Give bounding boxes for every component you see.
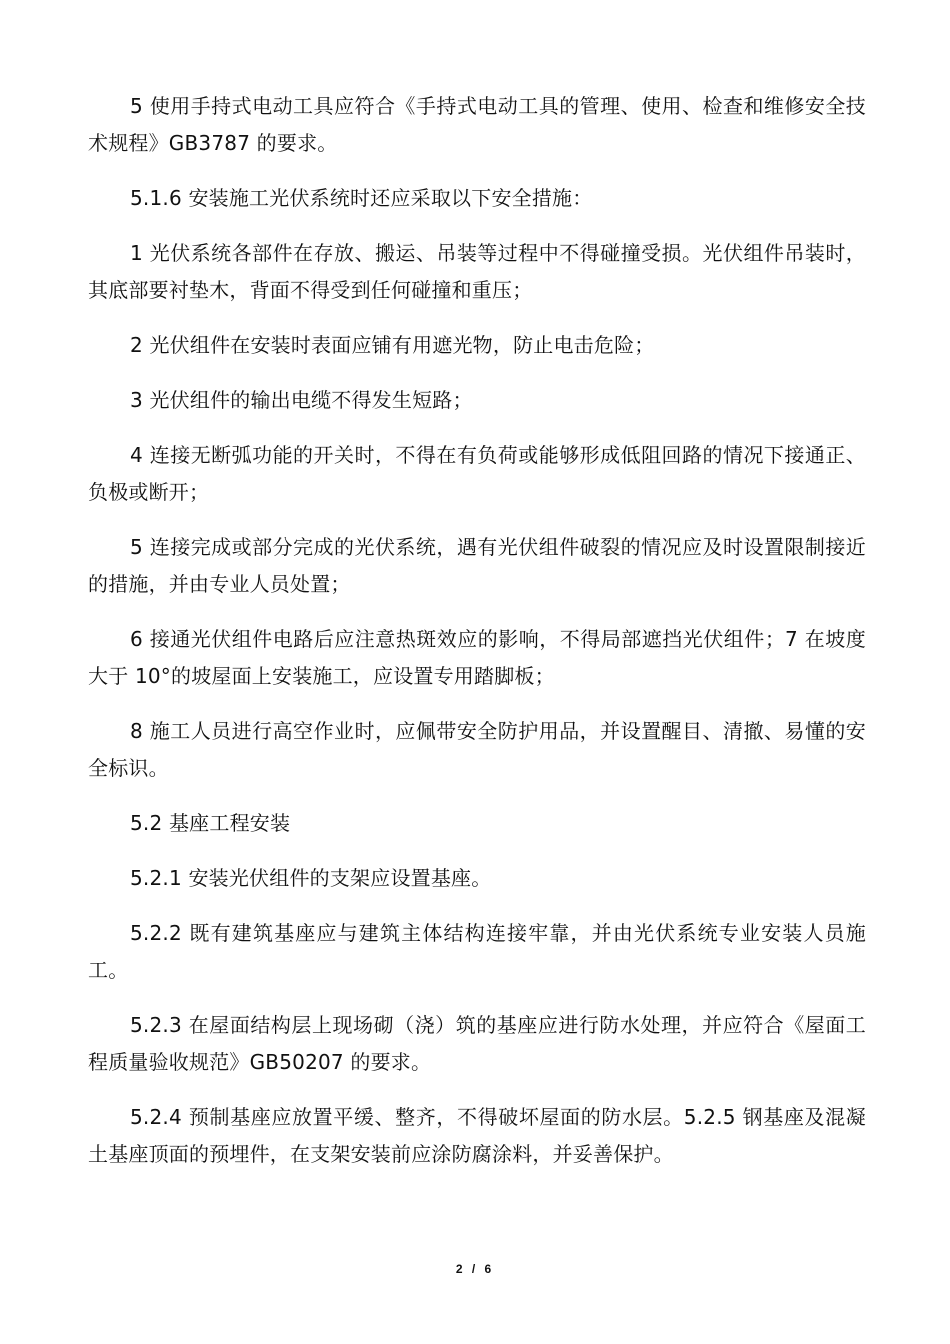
page-number: 2 / 6 xyxy=(455,1262,495,1276)
paragraph-5-2-2: 5.2.2 既有建筑基座应与建筑主体结构连接牢靠，并由光伏系统专业安装人员施工。 xyxy=(88,921,866,982)
paragraph-measure-3: 3 光伏组件的输出电缆不得发生短路； xyxy=(130,388,473,412)
paragraph-tool-requirement: 5 使用手持式电动工具应符合《手持式电动工具的管理、使用、检查和维修安全技术规程》GB3787 的要求。 xyxy=(88,94,866,155)
paragraph-measure-1: 1 光伏系统各部件在存放、搬运、吊装等过程中不得碰撞受损。光伏组件吊装时，其底部要衬垫木，背面不得受到任何碰撞和重压； xyxy=(88,241,866,302)
paragraph-5-2-4-5: 5.2.4 预制基座应放置平缓、整齐，不得破坏屋面的防水层。5.2.5 钢基座及混凝土基座顶面的预埋件，在支架安装前应涂防腐涂料，并妥善保护。 xyxy=(88,1105,866,1166)
section-heading-5-2: 5.2 基座工程安装 xyxy=(130,811,291,835)
paragraph-5-2-3: 5.2.3 在屋面结构层上现场砌（浇）筑的基座应进行防水处理，并应符合《屋面工程质量验收规范》GB50207 的要求。 xyxy=(88,1013,866,1074)
paragraph-measure-6-7: 6 接通光伏组件电路后应注意热斑效应的影响，不得局部遮挡光伏组件；7 在坡度大于 10°的坡屋面上安装施工，应设置专用踏脚板； xyxy=(88,627,866,688)
paragraph-measure-5: 5 连接完成或部分完成的光伏系统，遇有光伏组件破裂的情况应及时设置限制接近的措施，并由专业人员处置； xyxy=(88,535,866,596)
paragraph-measure-4: 4 连接无断弧功能的开关时，不得在有负荷或能够形成低阻回路的情况下接通正、负极或断开； xyxy=(88,443,866,504)
paragraph-measure-2: 2 光伏组件在安装时表面应铺有用遮光物，防止电击危险； xyxy=(130,333,655,357)
paragraph-measure-8: 8 施工人员进行高空作业时，应佩带安全防护用品，并设置醒目、清撤、易懂的安全标识。 xyxy=(88,719,866,780)
document-body xyxy=(88,88,866,1191)
paragraph-5-1-6-heading: 5.1.6 安装施工光伏系统时还应采取以下安全措施： xyxy=(130,186,593,210)
paragraph-5-2-1: 5.2.1 安装光伏组件的支架应设置基座。 xyxy=(130,866,492,890)
